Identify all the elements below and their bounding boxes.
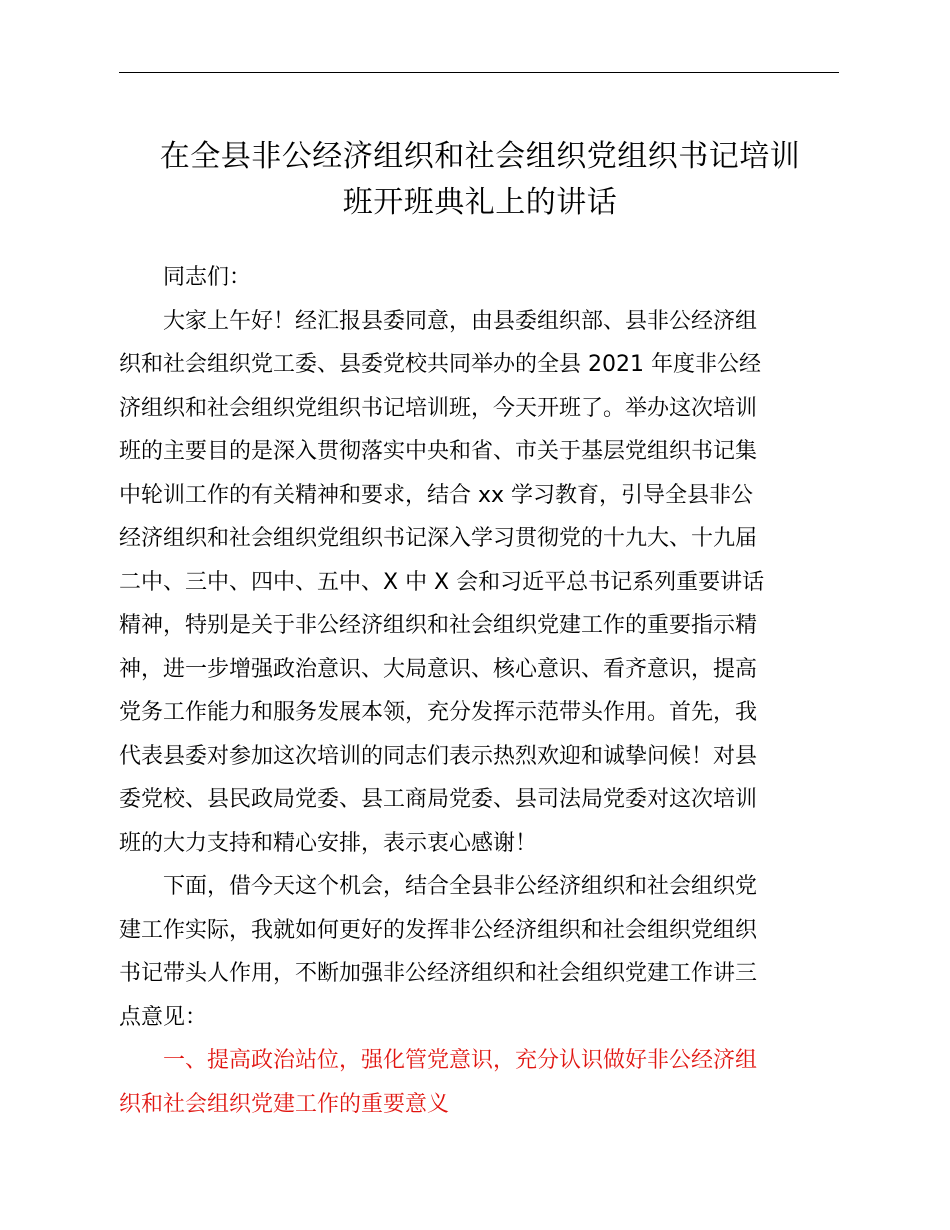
paragraph-line: 二中、三中、四中、五中、X 中 X 会和习近平总书记系列重要讲话 [119, 569, 765, 595]
paragraph-line: 济组织和社会组织党组织书记培训班，今天开班了。举办这次培训 [119, 395, 758, 421]
title-line-1: 在全县非公经济组织和社会组织党组织书记培训 [159, 139, 801, 174]
paragraph-line: 建工作实际，我就如何更好的发挥非公经济组织和社会组织党组织 [119, 917, 758, 943]
paragraph-line: 代表县委对参加这次培训的同志们表示热烈欢迎和诚挚问候！对县 [119, 743, 758, 769]
section-heading-1 [119, 1039, 839, 1126]
paragraph-line: 班的大力支持和精心安排，表示衷心感谢！ [119, 830, 538, 856]
paragraph-intro [119, 865, 839, 1039]
title-line-2: 班开班典礼上的讲话 [342, 185, 618, 220]
paragraph-line: 书记带头人作用，不断加强非公经济组织和社会组织党建工作讲三 [119, 961, 758, 986]
paragraph-line: 点意见： [119, 1004, 208, 1030]
paragraph-line: 下面，借今天这个机会，结合全县非公经济组织和社会组织党 [163, 874, 758, 899]
heading-line: 织和社会组织党建工作的重要意义 [119, 1091, 450, 1117]
paragraph-line: 中轮训工作的有关精神和要求，结合 xx 学习教育，引导全县非公 [119, 482, 754, 508]
paragraph-line: 班的主要目的是深入贯彻落实中央和省、市关于基层党组织书记集 [119, 439, 758, 464]
salutation-line: 同志们： [163, 265, 252, 290]
paragraph-line: 神，进一步增强政治意识、大局意识、核心意识、看齐意识，提高 [119, 656, 758, 682]
paragraph-line: 党务工作能力和服务发展本领，充分发挥示范带头作用。首先，我 [119, 700, 758, 725]
document-body [119, 256, 839, 1126]
heading-line: 一、提高政治站位，强化管党意识，充分认识做好非公经济组 [163, 1048, 758, 1073]
header-rule [119, 72, 839, 73]
paragraph-line: 精神，特别是关于非公经济组织和社会组织党建工作的重要指示精 [119, 613, 758, 638]
paragraph-line: 委党校、县民政局党委、县工商局党委、县司法局党委对这次培训 [119, 787, 758, 812]
paragraph-opening [119, 300, 839, 866]
document-title [110, 134, 850, 226]
paragraph-line: 经济组织和社会组织党组织书记深入学习贯彻党的十九大、十九届 [119, 526, 758, 551]
salutation [119, 256, 839, 300]
paragraph-line: 大家上午好！经汇报县委同意，由县委组织部、县非公经济组 [163, 308, 758, 334]
paragraph-line: 织和社会组织党工委、县委党校共同举办的全县 2021 年度非公经 [119, 352, 761, 377]
